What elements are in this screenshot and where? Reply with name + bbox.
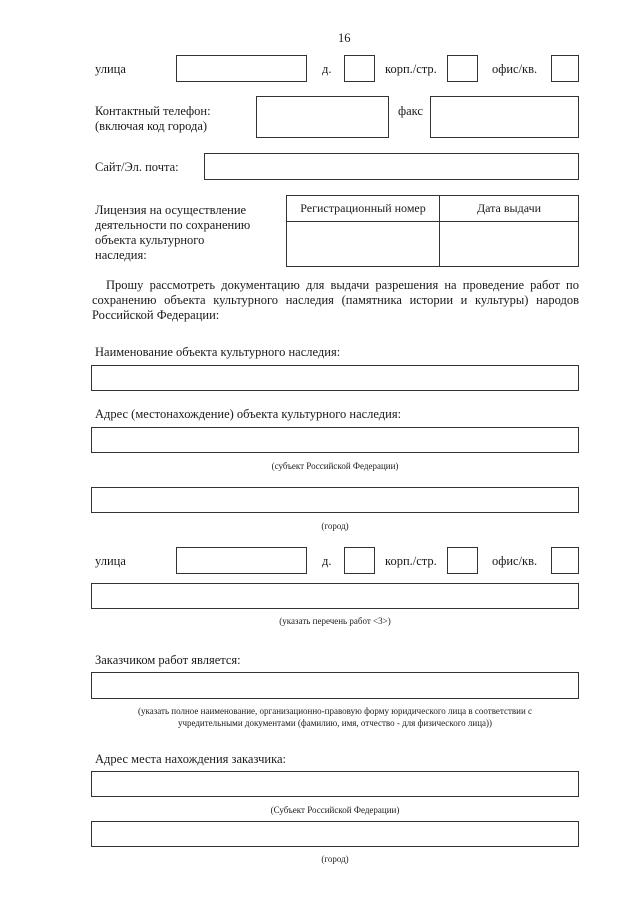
office-input-2[interactable] bbox=[551, 547, 579, 574]
street-label-2: улица bbox=[95, 554, 126, 568]
customer-address-label: Адрес места нахождения заказчика: bbox=[95, 752, 287, 766]
customer-caption-line1: (указать полное наименование, организационно-правовую форму юридического лица в соответствии с bbox=[137, 706, 533, 716]
license-reg-number-input[interactable] bbox=[287, 222, 440, 267]
house-label-2: д. bbox=[322, 554, 332, 568]
license-issue-date-input[interactable] bbox=[440, 222, 579, 267]
customer-subject-caption: (Субъект Российской Федерации) bbox=[270, 805, 400, 815]
house-input[interactable] bbox=[344, 55, 375, 82]
customer-caption-line2: учредительными документами (фамилию, имя, отчество - для физического лица)) bbox=[177, 718, 493, 728]
license-col-issue-date: Дата выдачи bbox=[440, 196, 579, 222]
office-label-2: офис/кв. bbox=[492, 554, 538, 568]
fax-label: факс bbox=[398, 104, 423, 118]
customer-subject-input[interactable] bbox=[91, 771, 579, 797]
phone-label-line2: (включая код города) bbox=[95, 119, 208, 133]
site-email-label: Сайт/Эл. почта: bbox=[95, 160, 179, 174]
object-city-input[interactable] bbox=[91, 487, 579, 513]
object-city-caption: (город) bbox=[321, 521, 349, 531]
customer-city-input[interactable] bbox=[91, 821, 579, 847]
license-col-reg-number: Регистрационный номер bbox=[287, 196, 440, 222]
license-label-line4: наследия: bbox=[95, 248, 147, 262]
street-label: улица bbox=[95, 62, 126, 76]
building-label: корп./стр. bbox=[385, 62, 437, 76]
license-label-line1: Лицензия на осуществление bbox=[95, 203, 247, 217]
building-input-2[interactable] bbox=[447, 547, 478, 574]
license-label-line2: деятельности по сохранению bbox=[95, 218, 251, 232]
request-text: Прошу рассмотреть документацию для выдачи разрешения на проведение работ по сохранению объекта культурного наследия (памятника истории и культуры) народов Российской Федерации: bbox=[92, 278, 579, 322]
object-subject-input[interactable] bbox=[91, 427, 579, 453]
street-input-2[interactable] bbox=[176, 547, 307, 574]
building-input[interactable] bbox=[447, 55, 478, 82]
office-input[interactable] bbox=[551, 55, 579, 82]
house-input-2[interactable] bbox=[344, 547, 375, 574]
street-input[interactable] bbox=[176, 55, 307, 82]
office-label: офис/кв. bbox=[492, 62, 538, 76]
customer-city-caption: (город) bbox=[321, 854, 349, 864]
house-label: д. bbox=[322, 62, 332, 76]
license-label-line3: объекта культурного bbox=[95, 233, 205, 247]
customer-label: Заказчиком работ является: bbox=[95, 653, 241, 667]
building-label-2: корп./стр. bbox=[385, 554, 437, 568]
object-name-input[interactable] bbox=[91, 365, 579, 391]
phone-input[interactable] bbox=[256, 96, 389, 138]
customer-input[interactable] bbox=[91, 672, 579, 699]
page-number: 16 bbox=[338, 31, 351, 45]
object-subject-caption: (субъект Российской Федерации) bbox=[271, 461, 399, 471]
fax-input[interactable] bbox=[430, 96, 579, 138]
phone-label-line1: Контактный телефон: bbox=[95, 104, 211, 118]
license-table bbox=[286, 195, 579, 267]
works-caption: (указать перечень работ <3>) bbox=[279, 616, 391, 626]
object-name-label: Наименование объекта культурного наследия: bbox=[95, 345, 341, 359]
works-input[interactable] bbox=[91, 583, 579, 609]
object-address-label: Адрес (местонахождение) объекта культурного наследия: bbox=[95, 407, 402, 421]
site-email-input[interactable] bbox=[204, 153, 579, 180]
